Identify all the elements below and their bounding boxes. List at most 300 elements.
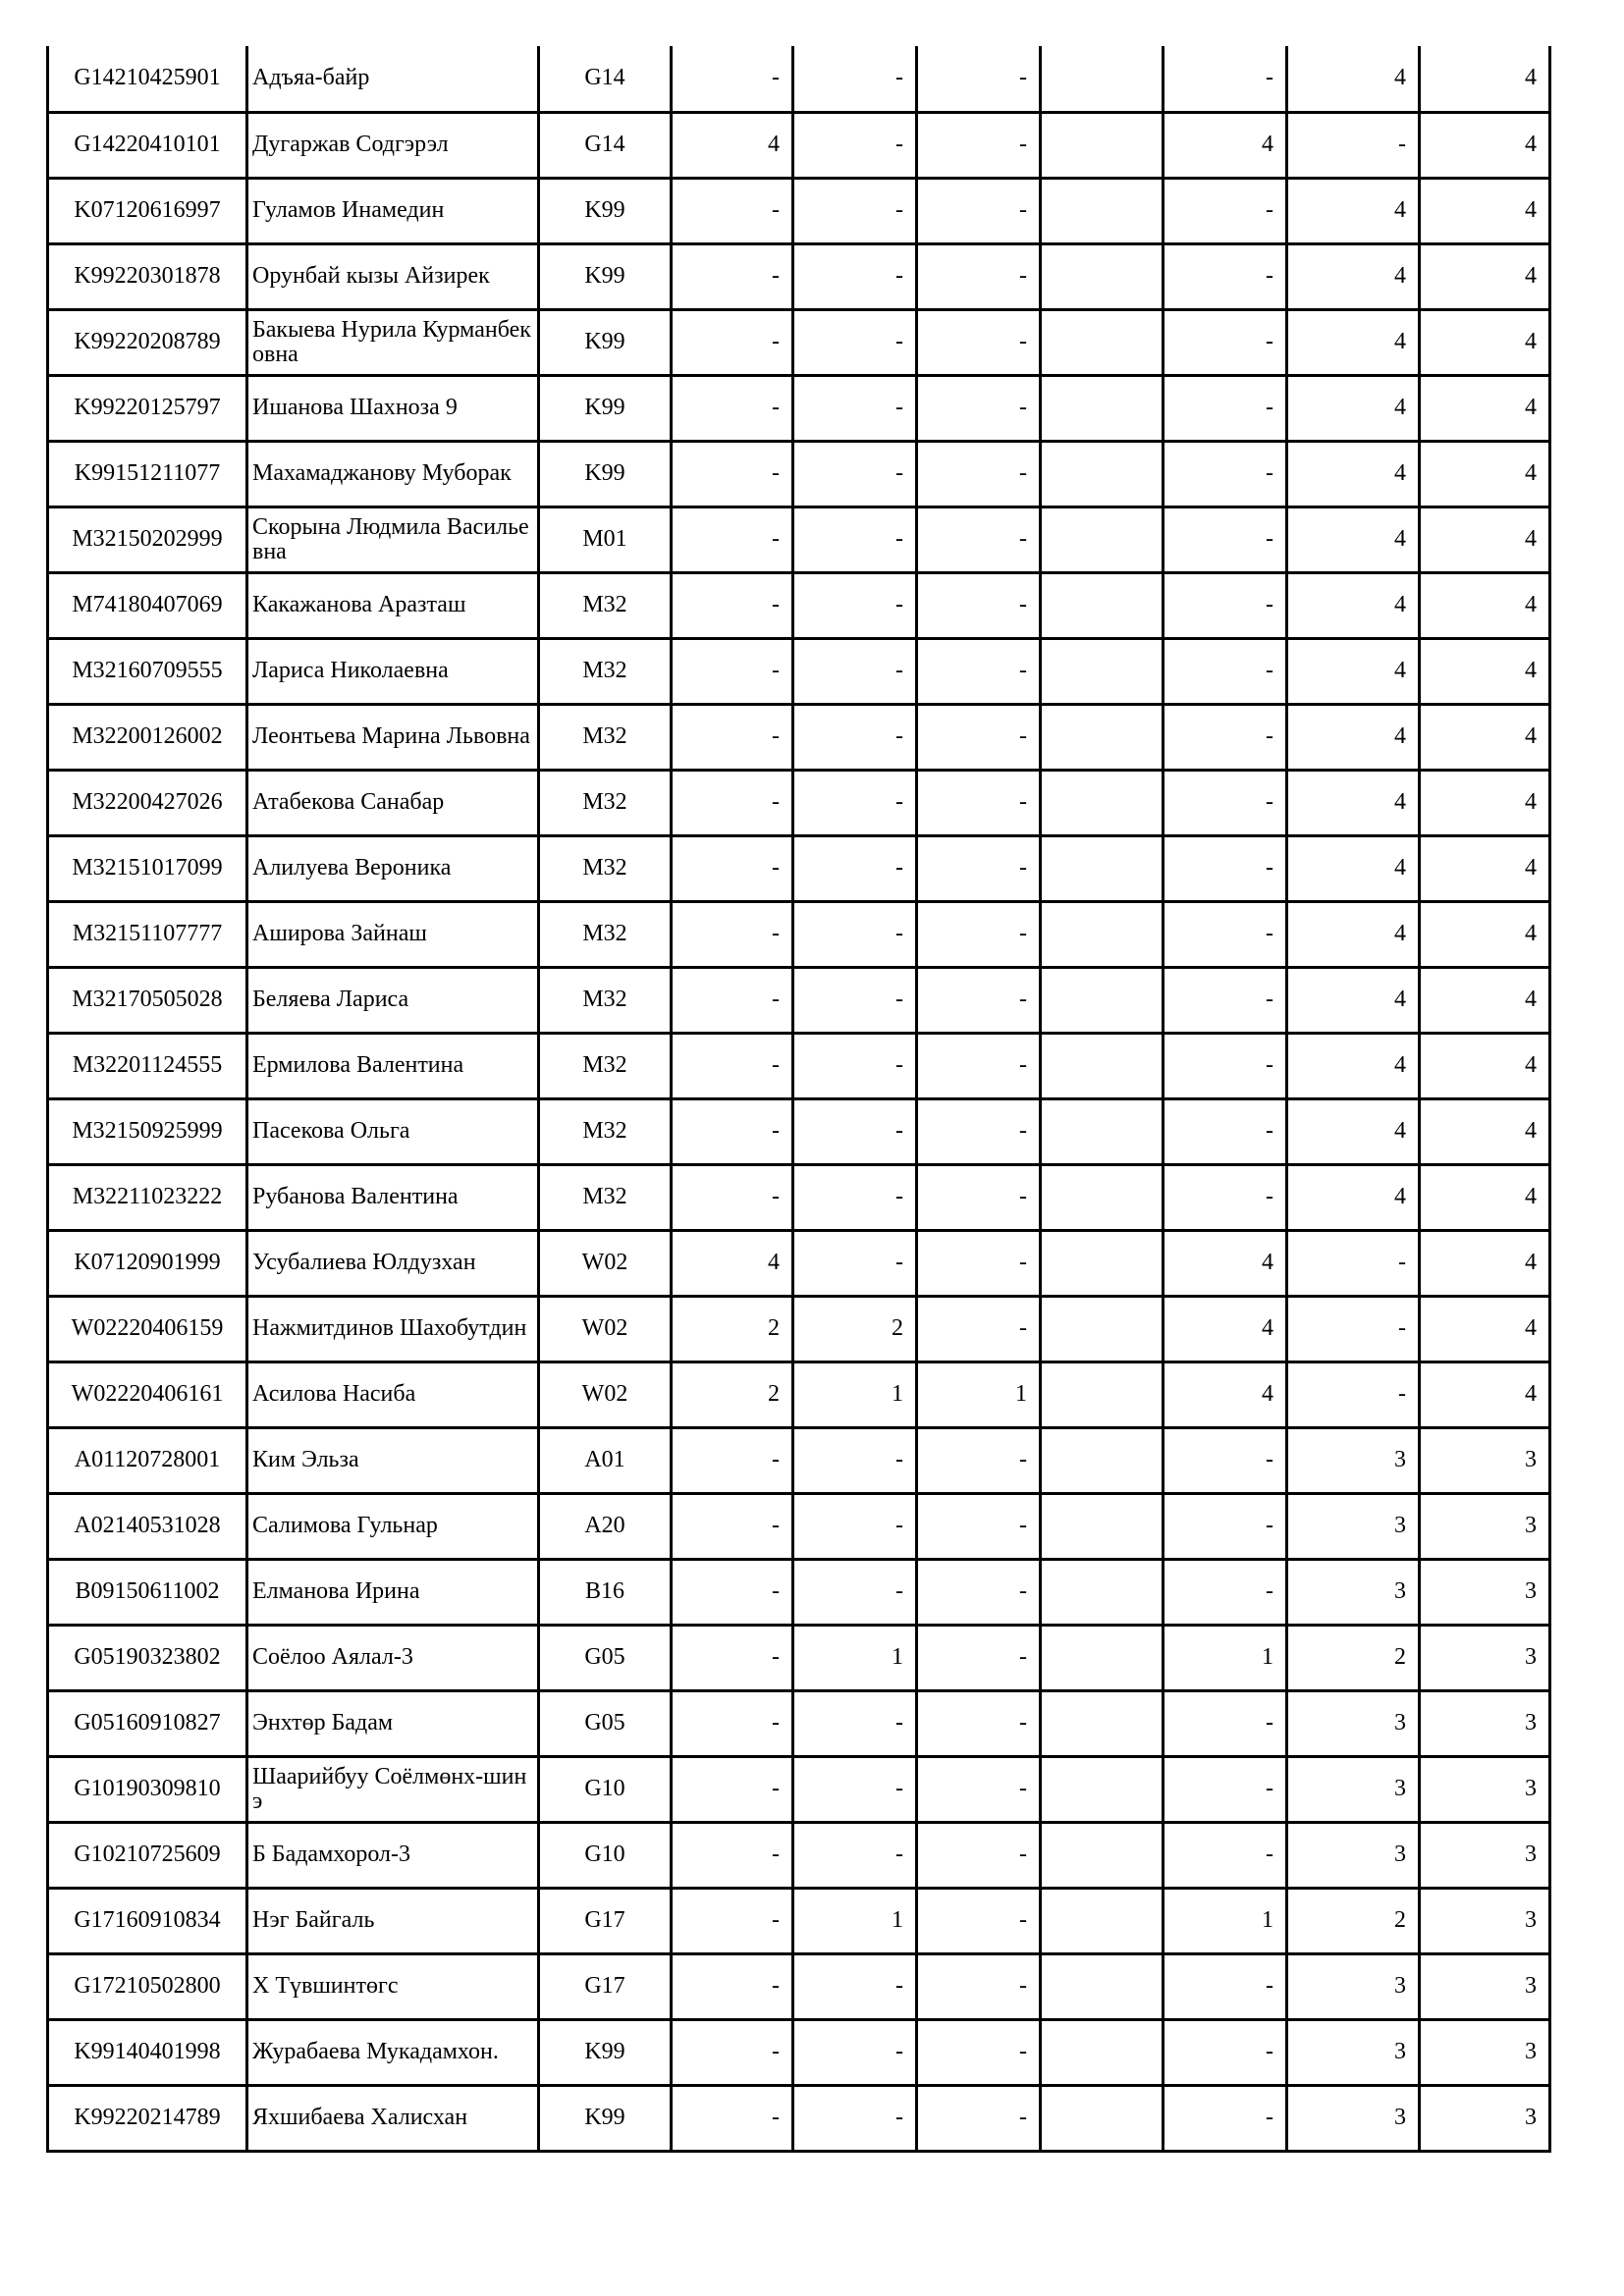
- name-cell: Журабаева Мукадамхон.: [247, 2019, 539, 2085]
- table-row: [48, 1493, 1550, 1559]
- id-cell: G14210425901: [48, 46, 247, 112]
- table-row: [48, 770, 1550, 835]
- table-row: [48, 441, 1550, 507]
- value-cell-5: -: [1164, 572, 1287, 638]
- value-cell-3: -: [917, 1164, 1041, 1230]
- value-cell-1: -: [672, 1164, 793, 1230]
- total-cell: 4: [1420, 46, 1550, 112]
- value-cell-4: [1041, 967, 1164, 1033]
- value-cell-5: -: [1164, 46, 1287, 112]
- value-cell-2: -: [793, 967, 917, 1033]
- id-cell: B09150611002: [48, 1559, 247, 1625]
- name-cell: Ким Эльза: [247, 1427, 539, 1493]
- value-cell-6: 4: [1287, 1033, 1420, 1098]
- total-cell: 4: [1420, 638, 1550, 704]
- code-cell: G17: [539, 1888, 672, 1953]
- value-cell-3: -: [917, 243, 1041, 309]
- id-cell: A02140531028: [48, 1493, 247, 1559]
- id-cell: K07120616997: [48, 178, 247, 243]
- code-cell: G05: [539, 1690, 672, 1756]
- table-row: [48, 1362, 1550, 1427]
- value-cell-3: -: [917, 1033, 1041, 1098]
- name-cell: Яхшибаева Халисхан: [247, 2085, 539, 2151]
- value-cell-6: 3: [1287, 1822, 1420, 1888]
- value-cell-2: -: [793, 1953, 917, 2019]
- id-cell: W02220406159: [48, 1296, 247, 1362]
- code-cell: G10: [539, 1756, 672, 1822]
- value-cell-2: -: [793, 1164, 917, 1230]
- table-row: [48, 1559, 1550, 1625]
- value-cell-4: [1041, 1888, 1164, 1953]
- value-cell-3: -: [917, 704, 1041, 770]
- value-cell-5: -: [1164, 835, 1287, 901]
- name-cell: Аширова Зайнаш: [247, 901, 539, 967]
- value-cell-5: -: [1164, 1164, 1287, 1230]
- value-cell-2: -: [793, 1690, 917, 1756]
- value-cell-1: -: [672, 1559, 793, 1625]
- name-cell: Нажмитдинов Шахобутдин: [247, 1296, 539, 1362]
- id-cell: M32201124555: [48, 1033, 247, 1098]
- name-cell: Атабекова Санабар: [247, 770, 539, 835]
- value-cell-6: 4: [1287, 507, 1420, 572]
- value-cell-3: -: [917, 507, 1041, 572]
- value-cell-1: -: [672, 507, 793, 572]
- total-cell: 4: [1420, 375, 1550, 441]
- value-cell-2: -: [793, 1756, 917, 1822]
- value-cell-4: [1041, 243, 1164, 309]
- table-row: [48, 704, 1550, 770]
- value-cell-6: 4: [1287, 441, 1420, 507]
- code-cell: K99: [539, 2019, 672, 2085]
- value-cell-6: 3: [1287, 1493, 1420, 1559]
- value-cell-4: [1041, 704, 1164, 770]
- id-cell: G17210502800: [48, 1953, 247, 2019]
- table-row: [48, 375, 1550, 441]
- code-cell: B16: [539, 1559, 672, 1625]
- id-cell: A01120728001: [48, 1427, 247, 1493]
- value-cell-5: -: [1164, 1953, 1287, 2019]
- value-cell-6: 4: [1287, 309, 1420, 375]
- name-cell: Соёлоо Аялал-3: [247, 1625, 539, 1690]
- value-cell-5: 1: [1164, 1625, 1287, 1690]
- value-cell-5: -: [1164, 704, 1287, 770]
- table-row: [48, 1230, 1550, 1296]
- value-cell-5: 4: [1164, 1230, 1287, 1296]
- value-cell-3: -: [917, 967, 1041, 1033]
- table-row: [48, 572, 1550, 638]
- table-row: [48, 1756, 1550, 1822]
- id-cell: M32150925999: [48, 1098, 247, 1164]
- value-cell-1: -: [672, 1427, 793, 1493]
- id-cell: M32200126002: [48, 704, 247, 770]
- value-cell-6: 4: [1287, 638, 1420, 704]
- value-cell-1: -: [672, 1756, 793, 1822]
- value-cell-4: [1041, 507, 1164, 572]
- value-cell-5: -: [1164, 770, 1287, 835]
- value-cell-6: 2: [1287, 1888, 1420, 1953]
- id-cell: M74180407069: [48, 572, 247, 638]
- total-cell: 4: [1420, 112, 1550, 178]
- value-cell-6: 3: [1287, 2019, 1420, 2085]
- value-cell-5: -: [1164, 2019, 1287, 2085]
- value-cell-4: [1041, 1296, 1164, 1362]
- code-cell: M32: [539, 967, 672, 1033]
- code-cell: M01: [539, 507, 672, 572]
- value-cell-4: [1041, 1559, 1164, 1625]
- value-cell-4: [1041, 1756, 1164, 1822]
- value-cell-1: -: [672, 835, 793, 901]
- total-cell: 4: [1420, 1098, 1550, 1164]
- id-cell: K99220214789: [48, 2085, 247, 2151]
- value-cell-3: -: [917, 1493, 1041, 1559]
- table-row: [48, 178, 1550, 243]
- value-cell-4: [1041, 178, 1164, 243]
- value-cell-6: 3: [1287, 2085, 1420, 2151]
- id-cell: M32160709555: [48, 638, 247, 704]
- value-cell-2: -: [793, 375, 917, 441]
- code-cell: M32: [539, 1164, 672, 1230]
- value-cell-4: [1041, 835, 1164, 901]
- total-cell: 3: [1420, 1690, 1550, 1756]
- total-cell: 4: [1420, 770, 1550, 835]
- total-cell: 4: [1420, 1033, 1550, 1098]
- table-row: [48, 1296, 1550, 1362]
- value-cell-1: 2: [672, 1362, 793, 1427]
- value-cell-6: -: [1287, 1362, 1420, 1427]
- code-cell: W02: [539, 1362, 672, 1427]
- code-cell: K99: [539, 2085, 672, 2151]
- id-cell: G10190309810: [48, 1756, 247, 1822]
- value-cell-2: -: [793, 638, 917, 704]
- total-cell: 4: [1420, 1164, 1550, 1230]
- code-cell: K99: [539, 309, 672, 375]
- value-cell-2: -: [793, 309, 917, 375]
- table-row: [48, 1033, 1550, 1098]
- value-cell-5: -: [1164, 309, 1287, 375]
- value-cell-3: -: [917, 1296, 1041, 1362]
- total-cell: 3: [1420, 2085, 1550, 2151]
- name-cell: Салимова Гульнар: [247, 1493, 539, 1559]
- total-cell: 3: [1420, 2019, 1550, 2085]
- name-cell: Леонтьева Марина Львовна: [247, 704, 539, 770]
- value-cell-5: -: [1164, 1756, 1287, 1822]
- code-cell: K99: [539, 243, 672, 309]
- value-cell-1: -: [672, 46, 793, 112]
- value-cell-3: -: [917, 1756, 1041, 1822]
- value-cell-5: 1: [1164, 1888, 1287, 1953]
- value-cell-4: [1041, 901, 1164, 967]
- value-cell-1: -: [672, 638, 793, 704]
- name-cell: Нэг Байгаль: [247, 1888, 539, 1953]
- table-row: [48, 2085, 1550, 2151]
- value-cell-3: -: [917, 1690, 1041, 1756]
- table-row: [48, 1625, 1550, 1690]
- id-cell: K99220208789: [48, 309, 247, 375]
- name-cell: Какажанова Аразташ: [247, 572, 539, 638]
- value-cell-3: -: [917, 1888, 1041, 1953]
- code-cell: G14: [539, 46, 672, 112]
- value-cell-5: -: [1164, 638, 1287, 704]
- value-cell-1: -: [672, 243, 793, 309]
- id-cell: K99151211077: [48, 441, 247, 507]
- value-cell-5: -: [1164, 1690, 1287, 1756]
- id-cell: M32211023222: [48, 1164, 247, 1230]
- table-row: [48, 1888, 1550, 1953]
- table-row: [48, 1164, 1550, 1230]
- total-cell: 3: [1420, 1559, 1550, 1625]
- value-cell-1: -: [672, 2085, 793, 2151]
- name-cell: Махамаджанову Муборак: [247, 441, 539, 507]
- value-cell-3: -: [917, 2019, 1041, 2085]
- code-cell: W02: [539, 1296, 672, 1362]
- value-cell-3: -: [917, 1953, 1041, 2019]
- value-cell-5: -: [1164, 375, 1287, 441]
- id-cell: G14220410101: [48, 112, 247, 178]
- results-table: [46, 46, 1551, 2153]
- value-cell-1: -: [672, 1888, 793, 1953]
- value-cell-1: -: [672, 375, 793, 441]
- id-cell: K99220125797: [48, 375, 247, 441]
- value-cell-2: -: [793, 243, 917, 309]
- value-cell-1: -: [672, 1953, 793, 2019]
- value-cell-1: -: [672, 572, 793, 638]
- table-row: [48, 901, 1550, 967]
- value-cell-2: -: [793, 2019, 917, 2085]
- value-cell-3: -: [917, 375, 1041, 441]
- name-cell: Рубанова Валентина: [247, 1164, 539, 1230]
- value-cell-4: [1041, 1427, 1164, 1493]
- value-cell-2: -: [793, 1033, 917, 1098]
- table-row: [48, 967, 1550, 1033]
- value-cell-6: 3: [1287, 1756, 1420, 1822]
- value-cell-1: -: [672, 309, 793, 375]
- value-cell-6: 4: [1287, 375, 1420, 441]
- total-cell: 4: [1420, 507, 1550, 572]
- total-cell: 4: [1420, 243, 1550, 309]
- value-cell-1: -: [672, 967, 793, 1033]
- table-row: [48, 507, 1550, 572]
- id-cell: K99140401998: [48, 2019, 247, 2085]
- value-cell-6: 4: [1287, 1164, 1420, 1230]
- code-cell: K99: [539, 178, 672, 243]
- value-cell-4: [1041, 309, 1164, 375]
- name-cell: Х Түвшинтөгс: [247, 1953, 539, 2019]
- table-row: [48, 1098, 1550, 1164]
- total-cell: 4: [1420, 835, 1550, 901]
- value-cell-2: 2: [793, 1296, 917, 1362]
- value-cell-2: -: [793, 901, 917, 967]
- value-cell-4: [1041, 1164, 1164, 1230]
- name-cell: Елманова Ирина: [247, 1559, 539, 1625]
- value-cell-4: [1041, 1625, 1164, 1690]
- value-cell-6: 4: [1287, 243, 1420, 309]
- value-cell-3: 1: [917, 1362, 1041, 1427]
- table-row: [48, 835, 1550, 901]
- value-cell-1: -: [672, 178, 793, 243]
- value-cell-6: 4: [1287, 901, 1420, 967]
- code-cell: G14: [539, 112, 672, 178]
- id-cell: W02220406161: [48, 1362, 247, 1427]
- value-cell-1: -: [672, 1690, 793, 1756]
- total-cell: 4: [1420, 572, 1550, 638]
- value-cell-4: [1041, 638, 1164, 704]
- value-cell-2: -: [793, 1493, 917, 1559]
- id-cell: M32150202999: [48, 507, 247, 572]
- value-cell-3: -: [917, 178, 1041, 243]
- code-cell: W02: [539, 1230, 672, 1296]
- code-cell: G05: [539, 1625, 672, 1690]
- value-cell-4: [1041, 2085, 1164, 2151]
- total-cell: 4: [1420, 704, 1550, 770]
- value-cell-4: [1041, 112, 1164, 178]
- id-cell: G17160910834: [48, 1888, 247, 1953]
- value-cell-5: 4: [1164, 1362, 1287, 1427]
- table-row: [48, 2019, 1550, 2085]
- value-cell-4: [1041, 770, 1164, 835]
- value-cell-1: -: [672, 1033, 793, 1098]
- name-cell: Лариса Николаевна: [247, 638, 539, 704]
- value-cell-4: [1041, 1493, 1164, 1559]
- value-cell-6: -: [1287, 112, 1420, 178]
- name-cell: Беляева Лариса: [247, 967, 539, 1033]
- name-cell: Адъяа-байр: [247, 46, 539, 112]
- code-cell: G17: [539, 1953, 672, 2019]
- value-cell-2: -: [793, 112, 917, 178]
- value-cell-3: -: [917, 441, 1041, 507]
- value-cell-4: [1041, 441, 1164, 507]
- table-row: [48, 112, 1550, 178]
- value-cell-2: 1: [793, 1888, 917, 1953]
- value-cell-1: -: [672, 441, 793, 507]
- value-cell-5: 4: [1164, 1296, 1287, 1362]
- value-cell-2: -: [793, 2085, 917, 2151]
- total-cell: 4: [1420, 901, 1550, 967]
- value-cell-1: -: [672, 2019, 793, 2085]
- name-cell: Бакыева Нурила Курманбековна: [247, 309, 539, 375]
- value-cell-3: -: [917, 835, 1041, 901]
- name-cell: Шаарийбуу Соёлмөнх-шинэ: [247, 1756, 539, 1822]
- id-cell: M32200427026: [48, 770, 247, 835]
- value-cell-2: -: [793, 46, 917, 112]
- value-cell-6: 3: [1287, 1953, 1420, 2019]
- value-cell-3: -: [917, 2085, 1041, 2151]
- table-row: [48, 309, 1550, 375]
- value-cell-1: 4: [672, 112, 793, 178]
- value-cell-3: -: [917, 1625, 1041, 1690]
- value-cell-2: -: [793, 835, 917, 901]
- value-cell-3: -: [917, 46, 1041, 112]
- value-cell-4: [1041, 1822, 1164, 1888]
- value-cell-5: -: [1164, 967, 1287, 1033]
- value-cell-6: 4: [1287, 178, 1420, 243]
- value-cell-1: -: [672, 770, 793, 835]
- code-cell: A01: [539, 1427, 672, 1493]
- value-cell-2: -: [793, 1427, 917, 1493]
- value-cell-6: 4: [1287, 572, 1420, 638]
- id-cell: G05160910827: [48, 1690, 247, 1756]
- value-cell-4: [1041, 1362, 1164, 1427]
- value-cell-5: -: [1164, 2085, 1287, 2151]
- id-cell: K07120901999: [48, 1230, 247, 1296]
- value-cell-2: 1: [793, 1362, 917, 1427]
- name-cell: Асилова Насиба: [247, 1362, 539, 1427]
- value-cell-1: 2: [672, 1296, 793, 1362]
- name-cell: Энхтөр Бадам: [247, 1690, 539, 1756]
- value-cell-4: [1041, 1690, 1164, 1756]
- value-cell-6: 4: [1287, 46, 1420, 112]
- value-cell-3: -: [917, 572, 1041, 638]
- value-cell-3: -: [917, 112, 1041, 178]
- code-cell: M32: [539, 572, 672, 638]
- value-cell-5: -: [1164, 1427, 1287, 1493]
- total-cell: 4: [1420, 1362, 1550, 1427]
- value-cell-4: [1041, 1098, 1164, 1164]
- id-cell: M32151107777: [48, 901, 247, 967]
- value-cell-3: -: [917, 901, 1041, 967]
- value-cell-3: -: [917, 638, 1041, 704]
- value-cell-2: -: [793, 1559, 917, 1625]
- value-cell-5: -: [1164, 178, 1287, 243]
- code-cell: M32: [539, 1033, 672, 1098]
- value-cell-2: -: [793, 770, 917, 835]
- value-cell-6: 4: [1287, 835, 1420, 901]
- name-cell: Орунбай кызы Айзирек: [247, 243, 539, 309]
- table-row: [48, 1427, 1550, 1493]
- name-cell: Усубалиева Юлдузхан: [247, 1230, 539, 1296]
- value-cell-2: -: [793, 441, 917, 507]
- value-cell-6: -: [1287, 1230, 1420, 1296]
- id-cell: M32151017099: [48, 835, 247, 901]
- value-cell-3: -: [917, 1230, 1041, 1296]
- total-cell: 4: [1420, 309, 1550, 375]
- value-cell-3: -: [917, 1427, 1041, 1493]
- code-cell: A20: [539, 1493, 672, 1559]
- table-row: [48, 1822, 1550, 1888]
- code-cell: M32: [539, 835, 672, 901]
- value-cell-4: [1041, 1953, 1164, 2019]
- value-cell-6: -: [1287, 1296, 1420, 1362]
- total-cell: 4: [1420, 1296, 1550, 1362]
- total-cell: 3: [1420, 1822, 1550, 1888]
- name-cell: Ермилова Валентина: [247, 1033, 539, 1098]
- value-cell-4: [1041, 572, 1164, 638]
- total-cell: 3: [1420, 1888, 1550, 1953]
- table-row: [48, 243, 1550, 309]
- value-cell-5: -: [1164, 243, 1287, 309]
- value-cell-6: 3: [1287, 1690, 1420, 1756]
- total-cell: 3: [1420, 1427, 1550, 1493]
- value-cell-6: 4: [1287, 1098, 1420, 1164]
- code-cell: M32: [539, 704, 672, 770]
- value-cell-5: -: [1164, 1493, 1287, 1559]
- value-cell-5: -: [1164, 441, 1287, 507]
- total-cell: 3: [1420, 1493, 1550, 1559]
- value-cell-6: 4: [1287, 967, 1420, 1033]
- name-cell: Б Бадамхорол-3: [247, 1822, 539, 1888]
- value-cell-5: -: [1164, 1559, 1287, 1625]
- table-row: [48, 638, 1550, 704]
- name-cell: Ишанова Шахноза 9: [247, 375, 539, 441]
- value-cell-6: 4: [1287, 770, 1420, 835]
- value-cell-1: -: [672, 1625, 793, 1690]
- name-cell: Скорына Людмила Васильевна: [247, 507, 539, 572]
- value-cell-6: 2: [1287, 1625, 1420, 1690]
- value-cell-1: -: [672, 1493, 793, 1559]
- value-cell-2: -: [793, 704, 917, 770]
- name-cell: Дугаржав Содгэрэл: [247, 112, 539, 178]
- value-cell-2: -: [793, 507, 917, 572]
- value-cell-1: 4: [672, 1230, 793, 1296]
